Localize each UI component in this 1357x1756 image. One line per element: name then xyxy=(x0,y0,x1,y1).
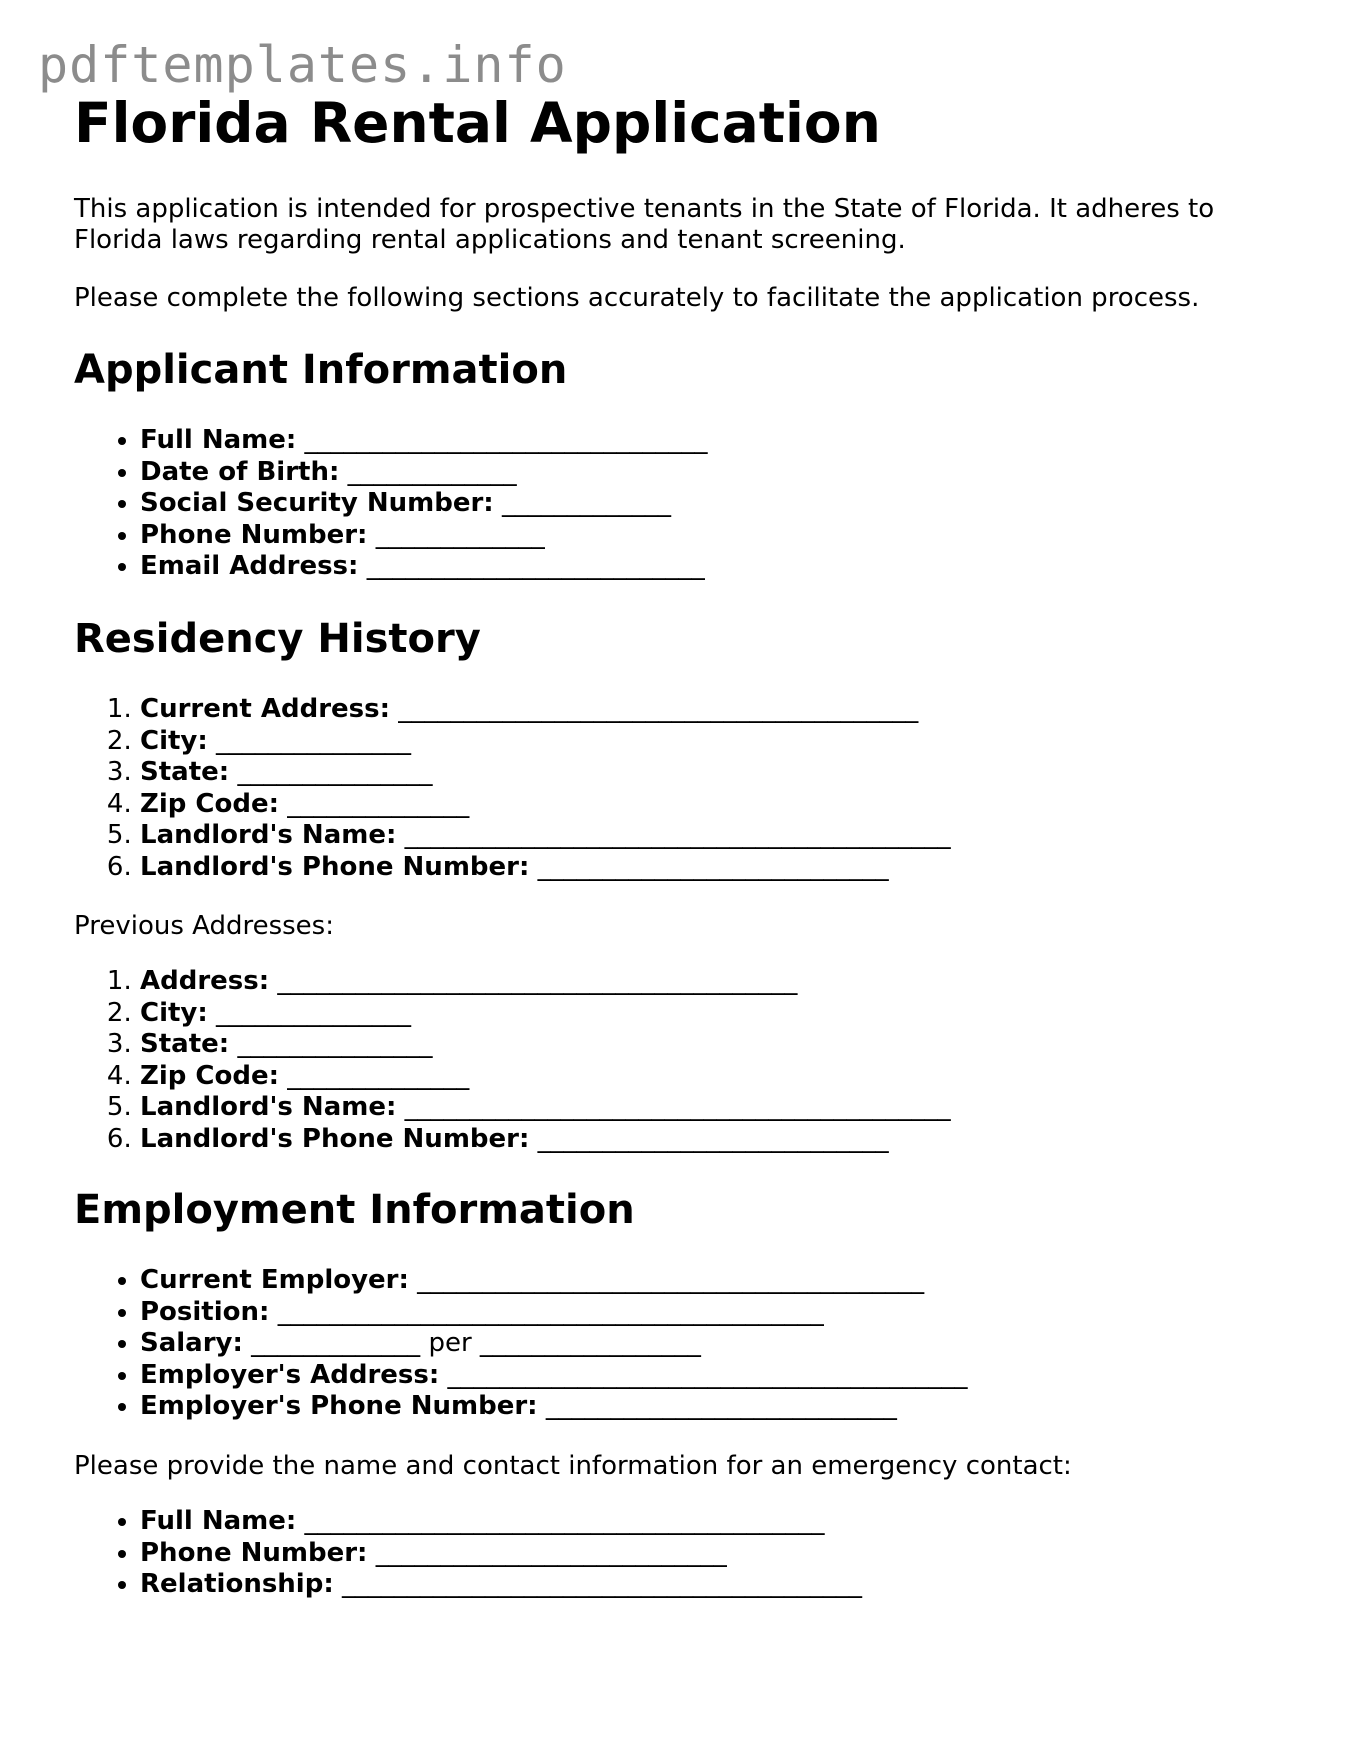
field-label: State: xyxy=(140,1029,230,1060)
previous-address-field[interactable] xyxy=(140,966,951,998)
field-label: Current Employer: xyxy=(140,1265,409,1295)
current-landlord-name-field[interactable] xyxy=(140,820,951,852)
field-label: City: xyxy=(140,997,208,1028)
phone-number-field[interactable] xyxy=(140,520,708,552)
employment-fields-list xyxy=(74,1265,968,1423)
field-blank[interactable]: ________________________________________ xyxy=(398,694,919,724)
intro-paragraph: This application is intended for prospective tenants in the State of Florida. It adheres to Florida laws regarding rental applications and tenant screening. xyxy=(74,194,1215,255)
per-word: per xyxy=(428,1328,472,1359)
field-label: Landlord's Name: xyxy=(140,1092,397,1123)
field-blank[interactable]: _______________ xyxy=(216,725,412,756)
previous-zip-field[interactable] xyxy=(140,1061,951,1093)
field-label: State: xyxy=(140,757,230,788)
field-blank[interactable]: ________________________________________ xyxy=(447,1359,968,1390)
full-name-field[interactable] xyxy=(140,425,708,457)
field-blank[interactable]: ________________________________________ xyxy=(277,966,798,996)
watermark: pdftemplates.info xyxy=(38,36,567,94)
field-label: Full Name: xyxy=(140,425,297,455)
field-label: Social Security Number: xyxy=(140,488,494,519)
salary-period-blank[interactable]: _________________ xyxy=(479,1328,701,1359)
current-zip-field[interactable] xyxy=(140,789,951,821)
field-blank[interactable]: _______________ xyxy=(216,997,412,1028)
current-address-field[interactable] xyxy=(140,694,951,726)
field-blank[interactable]: ___________________________ xyxy=(537,851,889,882)
date-of-birth-field[interactable] xyxy=(140,457,708,489)
field-label: Position: xyxy=(140,1296,270,1327)
current-employer-field[interactable] xyxy=(140,1265,968,1297)
instructions-paragraph: Please complete the following sections accurately to facilitate the application process. xyxy=(74,283,1200,313)
applicant-heading: Applicant Information xyxy=(74,347,568,393)
current-landlord-phone-field[interactable] xyxy=(140,852,951,884)
current-city-field[interactable] xyxy=(140,726,951,758)
field-blank[interactable]: _______________ xyxy=(237,757,433,788)
current-residency-list xyxy=(74,694,951,884)
field-blank[interactable]: _______________________________ xyxy=(304,425,708,455)
field-label: Phone Number: xyxy=(140,519,368,550)
field-label: Current Address: xyxy=(140,694,391,724)
email-address-field[interactable] xyxy=(140,551,708,583)
position-field[interactable] xyxy=(140,1297,968,1329)
field-blank[interactable]: _______________________________________ xyxy=(417,1265,925,1295)
salary-field[interactable] xyxy=(140,1328,968,1360)
previous-city-field[interactable] xyxy=(140,998,951,1030)
previous-state-field[interactable] xyxy=(140,1029,951,1061)
field-label: Address: xyxy=(140,966,270,996)
field-blank[interactable]: ________________________________________ xyxy=(304,1506,825,1536)
current-state-field[interactable] xyxy=(140,757,951,789)
field-label: Zip Code: xyxy=(140,1060,280,1091)
employer-phone-field[interactable] xyxy=(140,1391,968,1423)
field-blank[interactable]: __________________________________________ xyxy=(277,1296,824,1327)
field-blank[interactable]: ___________________________ xyxy=(545,1391,897,1422)
previous-landlord-phone-field[interactable] xyxy=(140,1124,951,1156)
emergency-phone-field[interactable] xyxy=(140,1538,862,1570)
field-blank[interactable]: ___________________________ xyxy=(537,1123,889,1154)
field-label: Email Address: xyxy=(140,551,359,582)
field-blank[interactable]: ______________ xyxy=(287,1060,470,1091)
field-label: Employer's Address: xyxy=(140,1359,440,1390)
applicant-fields-list xyxy=(74,425,708,583)
field-label: Zip Code: xyxy=(140,788,280,819)
previous-landlord-name-field[interactable] xyxy=(140,1092,951,1124)
field-blank[interactable]: ___________________________ xyxy=(375,1537,727,1568)
field-blank[interactable]: _______________ xyxy=(237,1029,433,1060)
field-label: Employer's Phone Number: xyxy=(140,1391,538,1422)
previous-addresses-label: Previous Addresses: xyxy=(74,911,334,941)
field-label: Salary: xyxy=(140,1328,243,1359)
field-blank[interactable]: _____________ xyxy=(347,456,517,487)
field-label: Landlord's Name: xyxy=(140,820,397,851)
field-blank[interactable]: _____________ xyxy=(251,1328,421,1359)
previous-residency-list xyxy=(74,966,951,1156)
field-blank[interactable]: __________________________________________ xyxy=(404,1092,951,1123)
field-blank[interactable]: __________________________ xyxy=(366,551,705,582)
field-label: Landlord's Phone Number: xyxy=(140,851,530,882)
field-label: Landlord's Phone Number: xyxy=(140,1123,530,1154)
employer-address-field[interactable] xyxy=(140,1360,968,1392)
field-blank[interactable]: ________________________________________ xyxy=(342,1569,862,1600)
emergency-contact-prompt: Please provide the name and contact information for an emergency contact: xyxy=(74,1451,1072,1481)
field-blank[interactable]: _____________ xyxy=(375,519,545,550)
employment-heading: Employment Information xyxy=(74,1187,635,1233)
field-label: City: xyxy=(140,725,208,756)
emergency-full-name-field[interactable] xyxy=(140,1506,862,1538)
ssn-field[interactable] xyxy=(140,488,708,520)
field-label: Full Name: xyxy=(140,1506,297,1536)
field-blank[interactable]: __________________________________________ xyxy=(404,820,951,851)
residency-heading: Residency History xyxy=(74,616,481,662)
field-label: Relationship: xyxy=(140,1569,334,1600)
document-title: Florida Rental Application xyxy=(74,91,881,155)
field-label: Phone Number: xyxy=(140,1537,368,1568)
emergency-fields-list xyxy=(74,1506,862,1601)
field-blank[interactable]: _____________ xyxy=(501,488,671,519)
emergency-relationship-field[interactable] xyxy=(140,1569,862,1601)
field-blank[interactable]: ______________ xyxy=(287,788,470,819)
field-label: Date of Birth: xyxy=(140,456,340,487)
